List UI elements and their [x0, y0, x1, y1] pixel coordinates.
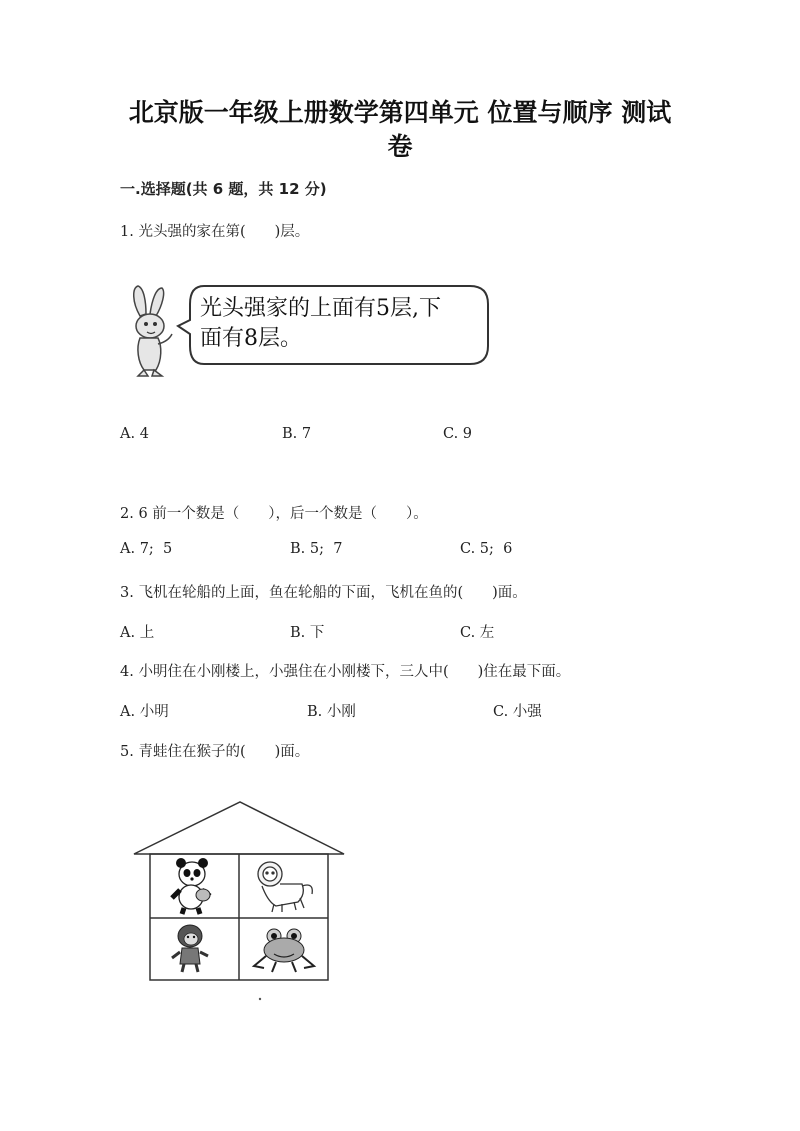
- frog-icon: [254, 929, 314, 972]
- monkey-icon: [172, 925, 208, 972]
- q4-option-b[interactable]: B. 小刚: [307, 704, 356, 720]
- title-line-1: 北京版一年级上册数学第四单元 位置与顺序 测试: [128, 98, 672, 127]
- bubble-text: [200, 294, 441, 354]
- q3-option-b[interactable]: B. 下: [290, 625, 325, 641]
- q2-option-c[interactable]: C. 5; 6: [460, 541, 513, 557]
- q2-option-b[interactable]: B. 5; 7: [290, 541, 343, 557]
- question-4: 4. 小明住在小刚楼上，小强住在小刚楼下，三人中( )住在最下面。: [120, 664, 571, 680]
- q3-option-a[interactable]: A. 上: [120, 625, 155, 641]
- section-heading: 一.选择题(共 6 题，共 12 分): [120, 180, 327, 198]
- question-3: 3. 飞机在轮船的上面，鱼在轮船的下面，飞机在鱼的( )面。: [120, 585, 527, 601]
- q4-option-a[interactable]: A. 小明: [120, 704, 169, 720]
- bubble-line-1: 光头强家的上面有5层,下: [200, 296, 441, 321]
- question-2: 2. 6 前一个数是（ ），后一个数是（ ）。: [120, 506, 428, 522]
- lion-icon: [258, 862, 312, 912]
- question-5: 5. 青蛙住在猴子的( )面。: [120, 744, 310, 760]
- question-1: 1. 光头强的家在第( )层。: [120, 224, 310, 240]
- panda-icon: [172, 858, 210, 914]
- bubble-line-2: 面有8层。: [200, 326, 302, 351]
- q3-option-c[interactable]: C. 左: [460, 625, 495, 641]
- q4-option-c[interactable]: C. 小强: [493, 704, 542, 720]
- house-figure: [128, 798, 350, 1002]
- q2-option-a[interactable]: A. 7; 5: [120, 541, 173, 557]
- page-title: [60, 96, 740, 164]
- q1-option-a[interactable]: A. 4: [120, 426, 149, 442]
- q1-option-b[interactable]: B. 7: [282, 426, 312, 442]
- q1-option-c[interactable]: C. 9: [443, 426, 473, 442]
- title-line-2: 卷: [387, 132, 413, 161]
